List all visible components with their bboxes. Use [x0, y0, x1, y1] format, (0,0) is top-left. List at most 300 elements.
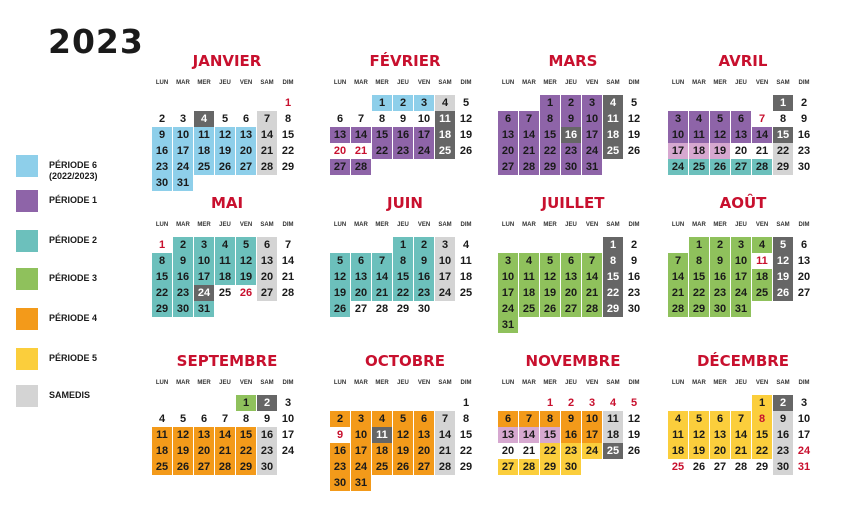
weekday-label: JEU: [219, 80, 231, 86]
day-cell: 15: [773, 127, 793, 143]
day-cell: 18: [372, 443, 392, 459]
weekday-header: [668, 80, 818, 90]
day-cell: 21: [522, 445, 536, 457]
weekday-label: JEU: [735, 222, 747, 228]
day-cell: 9: [399, 113, 407, 125]
day-cell: 2: [567, 397, 575, 409]
legend-item: [16, 308, 97, 330]
day-cell: 22: [372, 143, 392, 159]
day-cell: 28: [281, 287, 295, 299]
day-cell: 28: [582, 301, 602, 317]
day-cell: 18: [668, 443, 688, 459]
weekday-label: SAM: [260, 380, 274, 386]
day-cell: 22: [540, 443, 560, 459]
day-cell: 2: [710, 237, 730, 253]
day-cell: 14: [281, 255, 295, 267]
day-cell: 5: [462, 97, 470, 109]
day-cell: 19: [627, 129, 641, 141]
weekday-label: VEN: [239, 80, 253, 86]
day-cell: 12: [236, 253, 256, 269]
weekday-label: MAR: [522, 222, 536, 228]
day-cell: 10: [281, 413, 295, 425]
day-cell: 9: [630, 255, 638, 267]
day-cell: 31: [582, 159, 602, 175]
day-cell: 11: [756, 255, 768, 267]
day-cell: 30: [417, 303, 431, 315]
day-cell: 15: [752, 427, 772, 443]
day-cell: 15: [152, 269, 172, 285]
day-cell: 12: [689, 427, 709, 443]
day-cell: 17: [797, 429, 811, 441]
day-cell: 11: [603, 111, 623, 127]
day-cell: 10: [435, 253, 455, 269]
weekday-label: JEU: [735, 80, 747, 86]
day-cell: 30: [773, 459, 793, 475]
month-title: MARS: [548, 52, 598, 70]
day-cell: 28: [351, 159, 371, 175]
month-title: JANVIER: [192, 52, 262, 70]
day-cell: 27: [414, 459, 434, 475]
day-cell: 9: [800, 113, 808, 125]
weekday-label: DIM: [798, 380, 810, 386]
day-cell: 16: [561, 127, 581, 143]
day-cell: 16: [414, 269, 434, 285]
day-cell: 17: [194, 269, 214, 285]
day-cell: 29: [755, 461, 769, 473]
weekday-header: [668, 380, 818, 390]
day-cell: 24: [194, 285, 214, 301]
day-cell: 7: [372, 253, 392, 269]
weekday-label: DIM: [460, 380, 472, 386]
day-cell: 14: [731, 427, 751, 443]
day-cell: 30: [152, 175, 172, 191]
day-cell: 15: [689, 269, 709, 285]
weekday-label: MER: [543, 80, 557, 86]
day-cell: 30: [330, 475, 350, 491]
day-cell: 16: [330, 443, 350, 459]
day-cell: 19: [773, 269, 793, 285]
weekday-header: [498, 80, 648, 90]
legend-sublabel-text: (2022/2023): [49, 171, 98, 181]
day-cell: 4: [609, 397, 617, 409]
day-cell: 9: [336, 429, 344, 441]
weekday-label: SAM: [438, 80, 452, 86]
day-cell: 8: [779, 113, 787, 125]
day-cell: 8: [540, 111, 560, 127]
day-cell: 22: [603, 285, 623, 301]
day-cell: 11: [372, 427, 392, 443]
legend-swatch: [16, 268, 38, 290]
day-cell: 3: [668, 111, 688, 127]
day-cell: 2: [257, 395, 277, 411]
day-cell: 21: [354, 145, 368, 157]
weekday-label: VEN: [585, 80, 599, 86]
legend-item: [16, 348, 97, 370]
day-cell: 10: [173, 127, 193, 143]
legend-item: [16, 155, 98, 182]
legend-label: [49, 195, 97, 206]
weekday-label: JEU: [565, 222, 577, 228]
day-cell: 18: [603, 427, 623, 443]
weekday-label: MAR: [176, 380, 190, 386]
weekday-header: [152, 222, 302, 232]
weekday-label: SAM: [606, 80, 620, 86]
day-cell: 21: [435, 443, 455, 459]
day-cell: 1: [603, 237, 623, 253]
legend-label-text: PÉRIODE 1: [49, 195, 98, 205]
day-cell: 27: [731, 159, 751, 175]
day-cell: 28: [215, 459, 235, 475]
day-cell: 1: [773, 95, 793, 111]
legend-swatch: [16, 385, 38, 407]
weekday-label: LUN: [671, 80, 685, 86]
weekday-label: SAM: [776, 80, 790, 86]
legend-label-text: PÉRIODE 4: [49, 313, 98, 323]
day-cell: 30: [710, 301, 730, 317]
day-cell: 28: [375, 303, 389, 315]
weekday-label: JEU: [397, 222, 409, 228]
day-cell: 25: [603, 443, 623, 459]
day-cell: 23: [414, 285, 434, 301]
day-cell: 11: [603, 411, 623, 427]
day-cell: 3: [800, 397, 808, 409]
day-cell: 12: [459, 113, 473, 125]
day-cell: 5: [773, 237, 793, 253]
weekday-header: [152, 380, 302, 390]
day-cell: 16: [257, 427, 277, 443]
weekday-label: LUN: [155, 380, 169, 386]
day-cell: 4: [435, 95, 455, 111]
day-cell: 4: [689, 111, 709, 127]
day-cell: 1: [372, 95, 392, 111]
day-cell: 14: [215, 427, 235, 443]
weekday-label: VEN: [755, 222, 769, 228]
legend-swatch: [16, 348, 38, 370]
day-cell: 1: [689, 237, 709, 253]
weekday-label: VEN: [417, 80, 431, 86]
day-cell: 18: [152, 443, 172, 459]
day-cell: 10: [731, 253, 751, 269]
day-cell: 26: [710, 159, 730, 175]
weekday-label: SAM: [438, 380, 452, 386]
day-cell: 1: [462, 397, 470, 409]
day-cell: 31: [498, 317, 518, 333]
weekday-label: VEN: [239, 222, 253, 228]
day-cell: 1: [752, 395, 772, 411]
weekday-label: VEN: [417, 380, 431, 386]
day-cell: 1: [284, 97, 292, 109]
day-cell: 28: [734, 461, 748, 473]
weekday-header: [330, 80, 480, 90]
day-cell: 2: [158, 113, 166, 125]
day-cell: 13: [351, 269, 371, 285]
day-cell: 20: [236, 143, 256, 159]
day-cell: 28: [257, 159, 277, 175]
weekday-label: LUN: [155, 222, 169, 228]
day-cell: 23: [173, 285, 193, 301]
weekday-label: MER: [197, 80, 211, 86]
day-cell: 23: [710, 285, 730, 301]
weekday-label: VEN: [755, 380, 769, 386]
weekday-label: MER: [713, 222, 727, 228]
day-cell: 4: [194, 111, 214, 127]
weekday-label: MER: [197, 380, 211, 386]
day-cell: 27: [797, 287, 811, 299]
weekday-label: DIM: [628, 380, 640, 386]
day-cell: 1: [546, 397, 554, 409]
day-cell: 5: [393, 411, 413, 427]
day-cell: 8: [152, 253, 172, 269]
day-cell: 3: [351, 411, 371, 427]
day-cell: 5: [630, 97, 638, 109]
day-cell: 19: [689, 443, 709, 459]
weekday-label: MER: [543, 222, 557, 228]
day-cell: 17: [351, 443, 371, 459]
weekday-label: MAR: [354, 80, 368, 86]
day-cell: 17: [498, 285, 518, 301]
day-cell: 8: [284, 113, 292, 125]
day-cell: 6: [731, 111, 751, 127]
day-cell: 14: [582, 269, 602, 285]
day-cell: 27: [498, 159, 518, 175]
day-cell: 23: [561, 143, 581, 159]
weekday-label: JEU: [397, 80, 409, 86]
day-cell: 23: [561, 443, 581, 459]
month-title: OCTOBRE: [365, 352, 445, 370]
weekday-label: JEU: [219, 222, 231, 228]
day-cell: 13: [194, 427, 214, 443]
day-cell: 15: [540, 427, 560, 443]
day-cell: 23: [393, 143, 413, 159]
day-cell: 25: [689, 159, 709, 175]
day-cell: 12: [330, 269, 350, 285]
day-cell: 2: [800, 97, 808, 109]
day-cell: 20: [734, 145, 748, 157]
day-cell: 25: [671, 461, 685, 473]
day-cell: 4: [668, 411, 688, 427]
day-cell: 29: [540, 459, 560, 475]
weekday-label: JEU: [565, 380, 577, 386]
day-cell: 31: [731, 301, 751, 317]
weekday-label: VEN: [585, 380, 599, 386]
day-cell: 13: [561, 269, 581, 285]
month-title: JUIN: [387, 194, 423, 212]
weekday-label: DIM: [628, 80, 640, 86]
weekday-label: VEN: [585, 222, 599, 228]
day-cell: 22: [459, 445, 473, 457]
weekday-label: LUN: [501, 80, 515, 86]
day-cell: 30: [627, 303, 641, 315]
day-cell: 20: [501, 445, 515, 457]
day-cell: 24: [731, 285, 751, 301]
weekday-label: MER: [375, 80, 389, 86]
day-cell: 26: [627, 145, 641, 157]
weekday-label: SAM: [606, 222, 620, 228]
legend-item: [16, 190, 97, 212]
weekday-label: MER: [543, 380, 557, 386]
day-cell: 26: [692, 461, 706, 473]
day-cell: 23: [797, 145, 811, 157]
weekday-label: DIM: [282, 222, 294, 228]
day-cell: 25: [752, 285, 772, 301]
day-cell: 5: [221, 113, 229, 125]
day-cell: 15: [236, 427, 256, 443]
day-cell: 22: [393, 285, 413, 301]
month-title: NOVEMBRE: [525, 352, 621, 370]
day-cell: 21: [668, 285, 688, 301]
day-cell: 21: [755, 145, 769, 157]
month-title: AVRIL: [718, 52, 768, 70]
day-cell: 14: [752, 127, 772, 143]
day-cell: 21: [731, 443, 751, 459]
day-cell: 29: [236, 459, 256, 475]
legend-label: [49, 353, 97, 364]
day-cell: 31: [173, 175, 193, 191]
weekday-label: DIM: [798, 222, 810, 228]
day-cell: 23: [257, 443, 277, 459]
day-cell: 13: [498, 127, 518, 143]
day-cell: 23: [152, 159, 172, 175]
day-cell: 19: [393, 443, 413, 459]
day-cell: 19: [173, 443, 193, 459]
legend-label: [49, 313, 97, 324]
weekday-label: DIM: [460, 222, 472, 228]
day-cell: 13: [731, 127, 751, 143]
year-title: 2023: [48, 22, 144, 61]
weekday-label: SAM: [260, 80, 274, 86]
day-cell: 30: [561, 159, 581, 175]
day-cell: 7: [731, 411, 751, 427]
day-cell: 3: [498, 253, 518, 269]
day-cell: 1: [540, 95, 560, 111]
weekday-label: MAR: [354, 380, 368, 386]
day-cell: 4: [519, 253, 539, 269]
weekday-label: LUN: [333, 80, 347, 86]
day-cell: 6: [257, 237, 277, 253]
day-cell: 24: [173, 159, 193, 175]
legend-label: [49, 235, 97, 246]
day-cell: 8: [462, 413, 470, 425]
weekday-label: LUN: [155, 80, 169, 86]
day-cell: 6: [414, 411, 434, 427]
weekday-label: LUN: [671, 222, 685, 228]
day-cell: 22: [752, 443, 772, 459]
day-cell: 18: [435, 127, 455, 143]
weekday-label: MAR: [692, 222, 706, 228]
day-cell: 12: [710, 127, 730, 143]
day-cell: 24: [797, 445, 811, 457]
weekday-label: DIM: [460, 80, 472, 86]
day-cell: 15: [281, 129, 295, 141]
day-cell: 15: [459, 429, 473, 441]
day-cell: 7: [758, 113, 766, 125]
day-cell: 30: [257, 459, 277, 475]
day-cell: 21: [582, 285, 602, 301]
day-cell: 20: [710, 443, 730, 459]
day-cell: 2: [561, 95, 581, 111]
day-cell: 25: [372, 459, 392, 475]
day-cell: 26: [215, 159, 235, 175]
day-cell: 28: [519, 459, 539, 475]
day-cell: 26: [459, 145, 473, 157]
legend-swatch: [16, 155, 38, 177]
day-cell: 11: [435, 111, 455, 127]
day-cell: 13: [797, 255, 811, 267]
day-cell: 8: [752, 411, 772, 427]
day-cell: 12: [627, 413, 641, 425]
day-cell: 5: [630, 397, 638, 409]
weekday-label: MAR: [354, 222, 368, 228]
day-cell: 10: [582, 111, 602, 127]
day-cell: 6: [336, 113, 344, 125]
day-cell: 14: [519, 427, 539, 443]
weekday-label: LUN: [333, 380, 347, 386]
day-cell: 8: [603, 253, 623, 269]
day-cell: 25: [194, 159, 214, 175]
day-cell: 15: [540, 127, 560, 143]
legend-label-text: SAMEDIS: [49, 390, 91, 400]
legend-swatch: [16, 308, 38, 330]
day-cell: 7: [221, 413, 229, 425]
day-cell: 19: [215, 143, 235, 159]
weekday-label: SAM: [606, 380, 620, 386]
day-cell: 11: [194, 127, 214, 143]
day-cell: 2: [630, 239, 638, 251]
day-cell: 2: [330, 411, 350, 427]
legend-label: [49, 390, 90, 401]
day-cell: 23: [330, 459, 350, 475]
day-cell: 29: [281, 161, 295, 173]
day-cell: 14: [668, 269, 688, 285]
day-cell: 29: [689, 301, 709, 317]
day-cell: 22: [281, 145, 295, 157]
day-cell: 3: [435, 237, 455, 253]
day-cell: 6: [242, 113, 250, 125]
day-cell: 7: [435, 411, 455, 427]
day-cell: 1: [393, 237, 413, 253]
day-cell: 4: [215, 237, 235, 253]
weekday-label: JEU: [735, 380, 747, 386]
day-cell: 30: [797, 161, 811, 173]
day-cell: 21: [281, 271, 295, 283]
day-cell: 9: [561, 111, 581, 127]
day-cell: 18: [752, 269, 772, 285]
day-cell: 7: [582, 253, 602, 269]
day-cell: 16: [627, 271, 641, 283]
day-cell: 2: [393, 95, 413, 111]
day-cell: 1: [158, 239, 166, 251]
day-cell: 22: [689, 285, 709, 301]
day-cell: 4: [462, 239, 470, 251]
day-cell: 2: [414, 237, 434, 253]
weekday-label: MER: [713, 380, 727, 386]
day-cell: 18: [459, 271, 473, 283]
day-cell: 8: [242, 413, 250, 425]
weekday-label: MAR: [522, 380, 536, 386]
weekday-label: JEU: [565, 80, 577, 86]
day-cell: 11: [460, 255, 472, 267]
day-cell: 24: [414, 143, 434, 159]
weekday-label: MER: [375, 380, 389, 386]
day-cell: 22: [152, 285, 172, 301]
day-cell: 20: [561, 285, 581, 301]
day-cell: 17: [173, 143, 193, 159]
day-cell: 12: [627, 113, 641, 125]
day-cell: 8: [378, 113, 386, 125]
day-cell: 26: [627, 445, 641, 457]
day-cell: 4: [752, 237, 772, 253]
legend-swatch: [16, 230, 38, 252]
